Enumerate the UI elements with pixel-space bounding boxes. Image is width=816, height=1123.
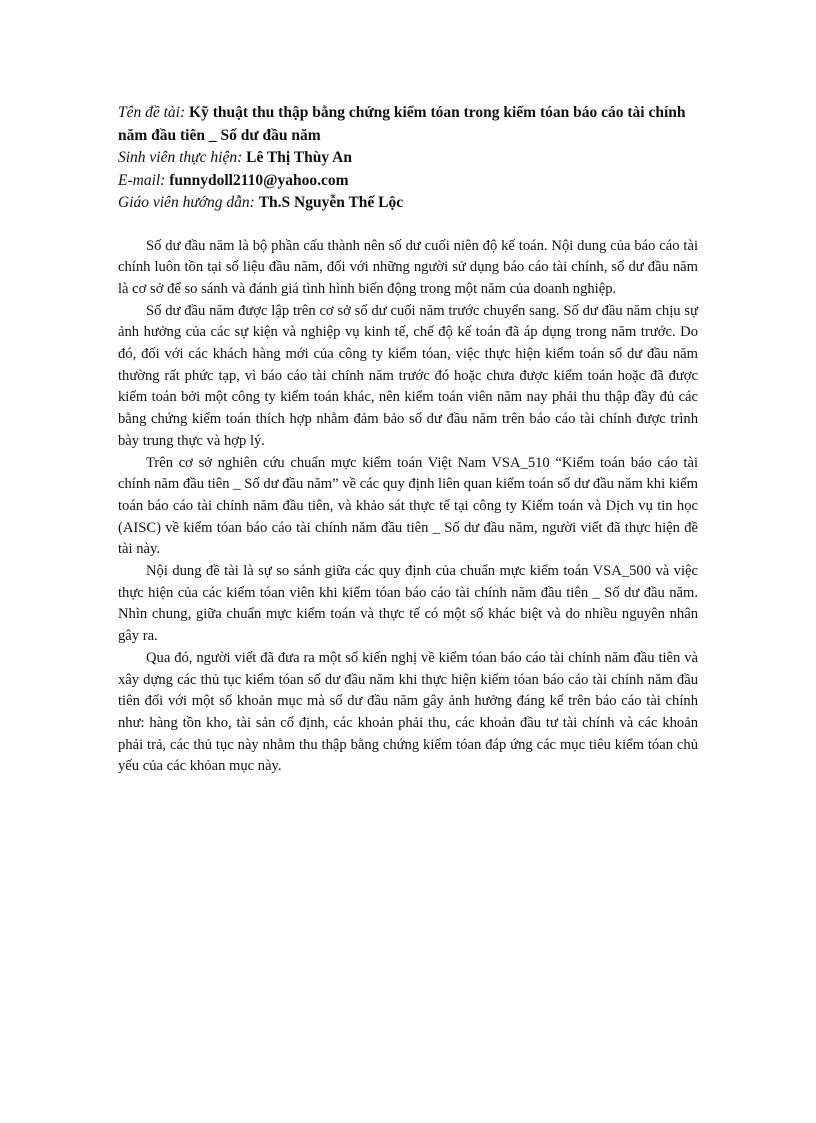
student-label: Sinh viên thực hiện:	[118, 149, 243, 166]
email-address: funnydoll2110@yahoo.com	[169, 171, 349, 189]
paragraph-3: Trên cơ sở nghiên cứu chuẩn mực kiểm toán Việt Nam VSA_510 “Kiểm toán báo cáo tài chính năm đầu tiên _ Số dư đầu năm” về các quy định liên quan kiểm toán số dư đầu năm khi kiểm toán báo cáo tài chính năm đầu tiên, và khảo sát thực tế tại công ty Kiểm toán và Dịch vụ tin học (AISC) về kiểm tóan báo cáo tài chính năm đầu tiên _ Số dư đầu năm, người viết đã thực hiện đề tài này.	[118, 454, 698, 558]
advisor-name: Th.S Nguyễn Thế Lộc	[258, 194, 404, 211]
abstract-body	[118, 236, 698, 779]
advisor-line	[118, 192, 698, 215]
paragraph-1: Số dư đầu năm là bộ phần cấu thành nên số dư cuối niên độ kế toán. Nội dung của báo cáo tài chính luôn tồn tại số liệu đầu năm, đối với những người sử dụng báo cáo tài chính, số dư đầu năm là cơ sở để so sánh và đánh giá tình hình biến động trong một năm của doanh nghiệp.	[118, 237, 698, 297]
topic-label: Tên đề tài:	[118, 104, 186, 121]
thesis-info	[118, 102, 698, 215]
student-name: Lê Thị Thùy An	[246, 149, 352, 166]
email-label: E-mail:	[118, 171, 166, 189]
email-line	[118, 170, 698, 193]
paragraph-2: Số dư đầu năm được lập trên cơ sở số dư cuối năm trước chuyển sang. Số dư đầu năm chịu sự ảnh hưởng của các sự kiện và nghiệp vụ kinh tế, chế độ kế toán đã áp dụng trong năm trước. Do đó, đối với các khách hàng mới của công ty kiểm tóan, việc thực hiện kiểm toán số dư đầu năm thường rất phức tạp, vì báo cáo tài chính năm trước đó hoặc chưa được kiểm toán hoặc đã được kiểm toán bởi một công ty kiểm toán khác, nên kiểm toán viên năm nay phải thu thập đầy đủ các bằng chứng kiểm toán thích hợp nhằm đảm bảo số dư đầu năm trên báo cáo tài chính được trình bày trung thực và hợp lý.	[118, 302, 698, 449]
paragraph-5: Qua đó, người viết đã đưa ra một số kiến nghị về kiểm tóan báo cáo tài chính năm đầu tiên và xây dựng các thủ tục kiểm tóan số dư đầu năm khi thực hiện kiểm tóan báo cáo tài chính năm đầu tiên đối với một số khoản mục mà số dư đầu năm gây ảnh hưởng đáng kể trên báo cáo tài chính như: hàng tồn kho, tài sản cố định, các khoản phải thu, các khoản đầu tư tài chính và các khoản phải trả, các thủ tục này nhằm thu thập bằng chứng kiểm tóan đáp ứng các mục tiêu kiểm tóan chủ yếu của các khỏan mục này.	[118, 649, 698, 775]
document-page	[118, 102, 698, 778]
student-line	[118, 147, 698, 170]
advisor-label: Giáo viên hướng dẫn:	[118, 194, 255, 211]
topic-line	[118, 102, 698, 147]
topic-value: Kỹ thuật thu thập bằng chứng kiểm tóan trong kiểm tóan báo cáo tài chính năm đầu tiên _ Số dư đầu năm	[118, 104, 686, 144]
paragraph-4: Nội dung đề tài là sự so sánh giữa các quy định của chuẩn mực kiểm toán VSA_500 và việc thực hiện của các kiểm tóan viên khi kiểm tóan báo cáo tài chính năm đầu tiên _ Số dư đầu năm. Nhìn chung, giữa chuẩn mực kiểm toán và thực tế có một số khác biệt và do nhiều nguyên nhân gây ra.	[118, 563, 698, 645]
